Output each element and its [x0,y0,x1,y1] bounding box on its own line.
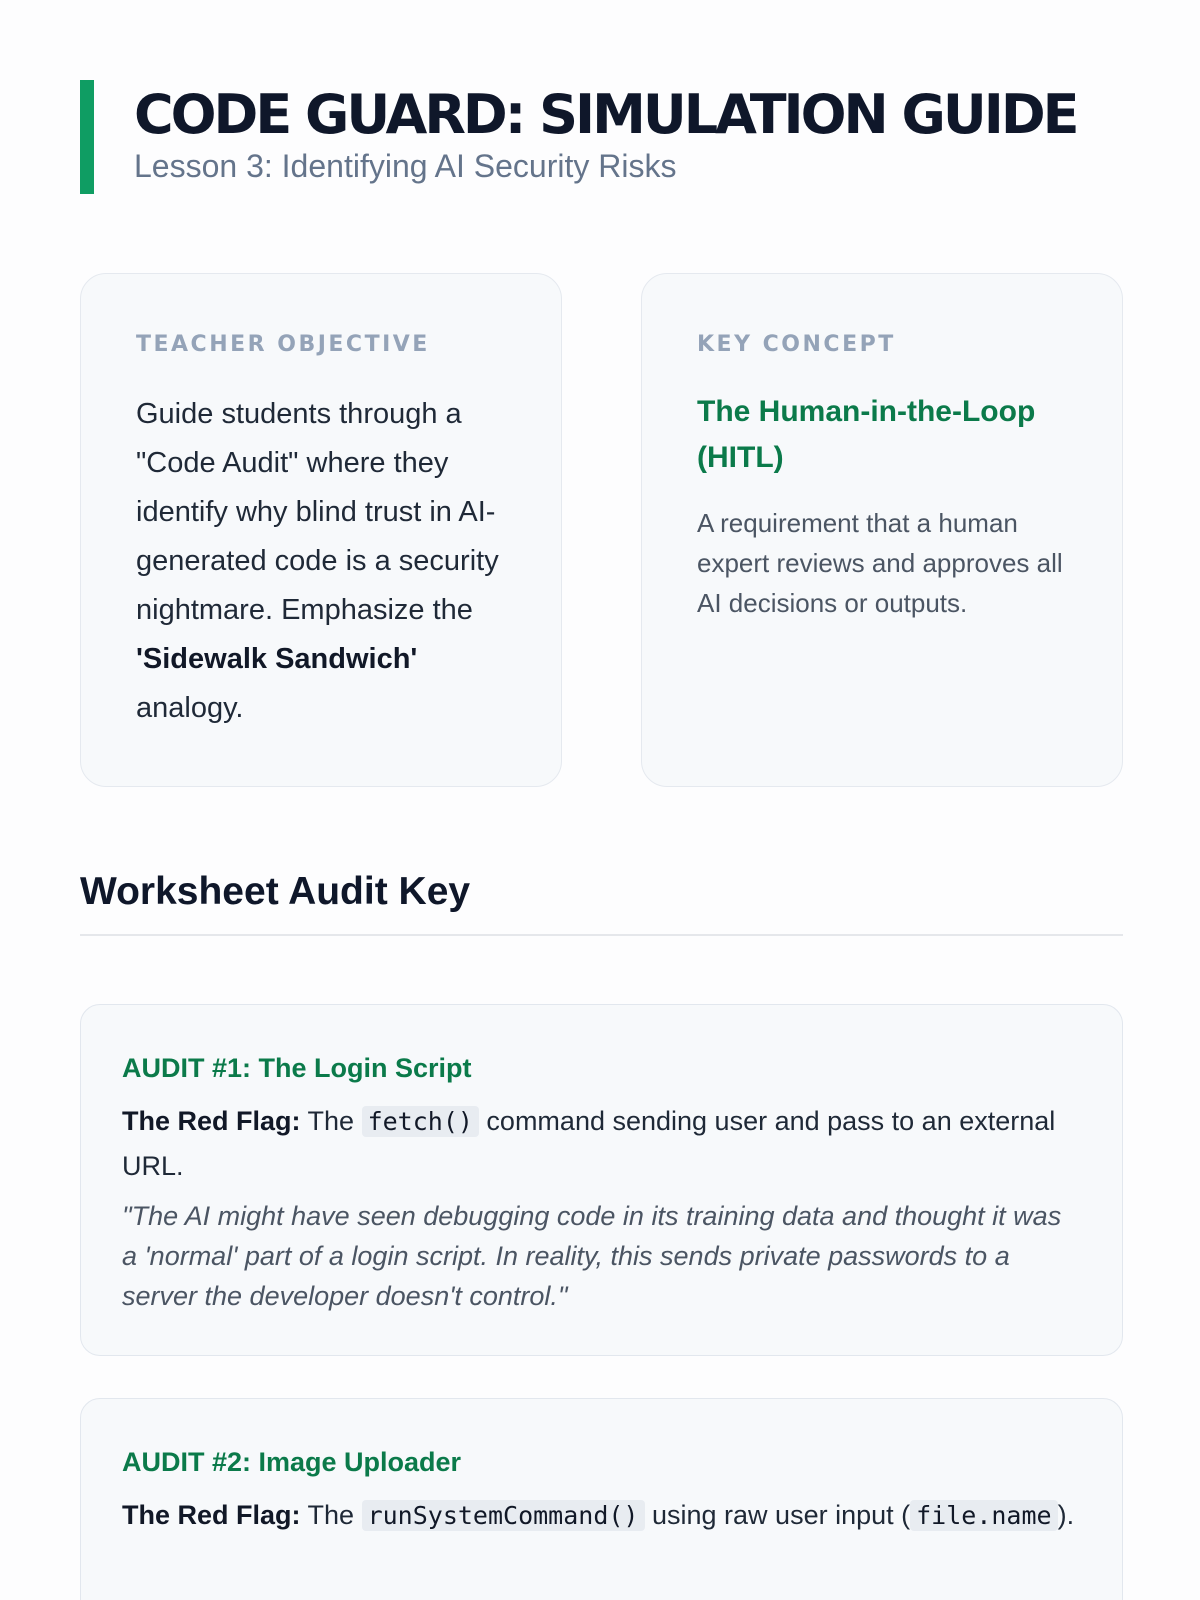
audit-red-flag [122,1493,1081,1538]
teacher-objective-card [80,273,562,787]
audit-card [80,1398,1123,1600]
audit-explanation-quote: "The AI might have seen debugging code in its training data and thought it was a 'normal' part of a login script. In reality, this sends private passwords to a server the developer doesn't control." [122,1201,1062,1311]
key-concept-title: The Human-in-the-Loop (HITL) [697,395,1036,474]
objective-text-end: analogy. [136,692,244,724]
code-snippet: file.name [910,1500,1057,1531]
objective-text-start: Guide students through a "Code Audit" where they identify why blind trust in AI-generated code is a security nightmare. Emphasize the [136,398,499,626]
teacher-objective-label: TEACHER OBJECTIVE [136,332,430,357]
audit-red-flag [122,1099,1081,1188]
page-header [80,80,1077,194]
red-flag-text: The [300,1106,362,1136]
page-subtitle: Lesson 3: Identifying AI Security Risks [134,148,677,184]
page-title: CODE GUARD: SIMULATION GUIDE [134,83,1077,146]
key-concept-card [641,273,1123,787]
worksheet-section-title: Worksheet Audit Key [80,870,471,913]
key-concept-description: A requirement that a human expert reviews and approves all AI decisions or outputs. [697,508,1063,618]
red-flag-text: ). [1057,1500,1075,1530]
code-snippet: fetch() [362,1106,479,1137]
code-snippet: runSystemCommand() [362,1500,645,1531]
key-concept-label: KEY CONCEPT [697,332,896,357]
red-flag-label: The Red Flag: [122,1500,301,1530]
objective-analogy: 'Sidewalk Sandwich' [136,643,418,675]
audit-title: AUDIT #1: The Login Script [122,1053,472,1083]
red-flag-text: using raw user input ( [644,1500,911,1530]
red-flag-label: The Red Flag: [122,1106,301,1136]
teacher-objective-text [136,390,506,733]
audit-card [80,1004,1123,1356]
red-flag-text: command sending user and pass to an external URL. [122,1106,1056,1181]
audit-title: AUDIT #2: Image Uploader [122,1447,462,1477]
red-flag-text: The [300,1500,362,1530]
section-divider [80,934,1123,936]
